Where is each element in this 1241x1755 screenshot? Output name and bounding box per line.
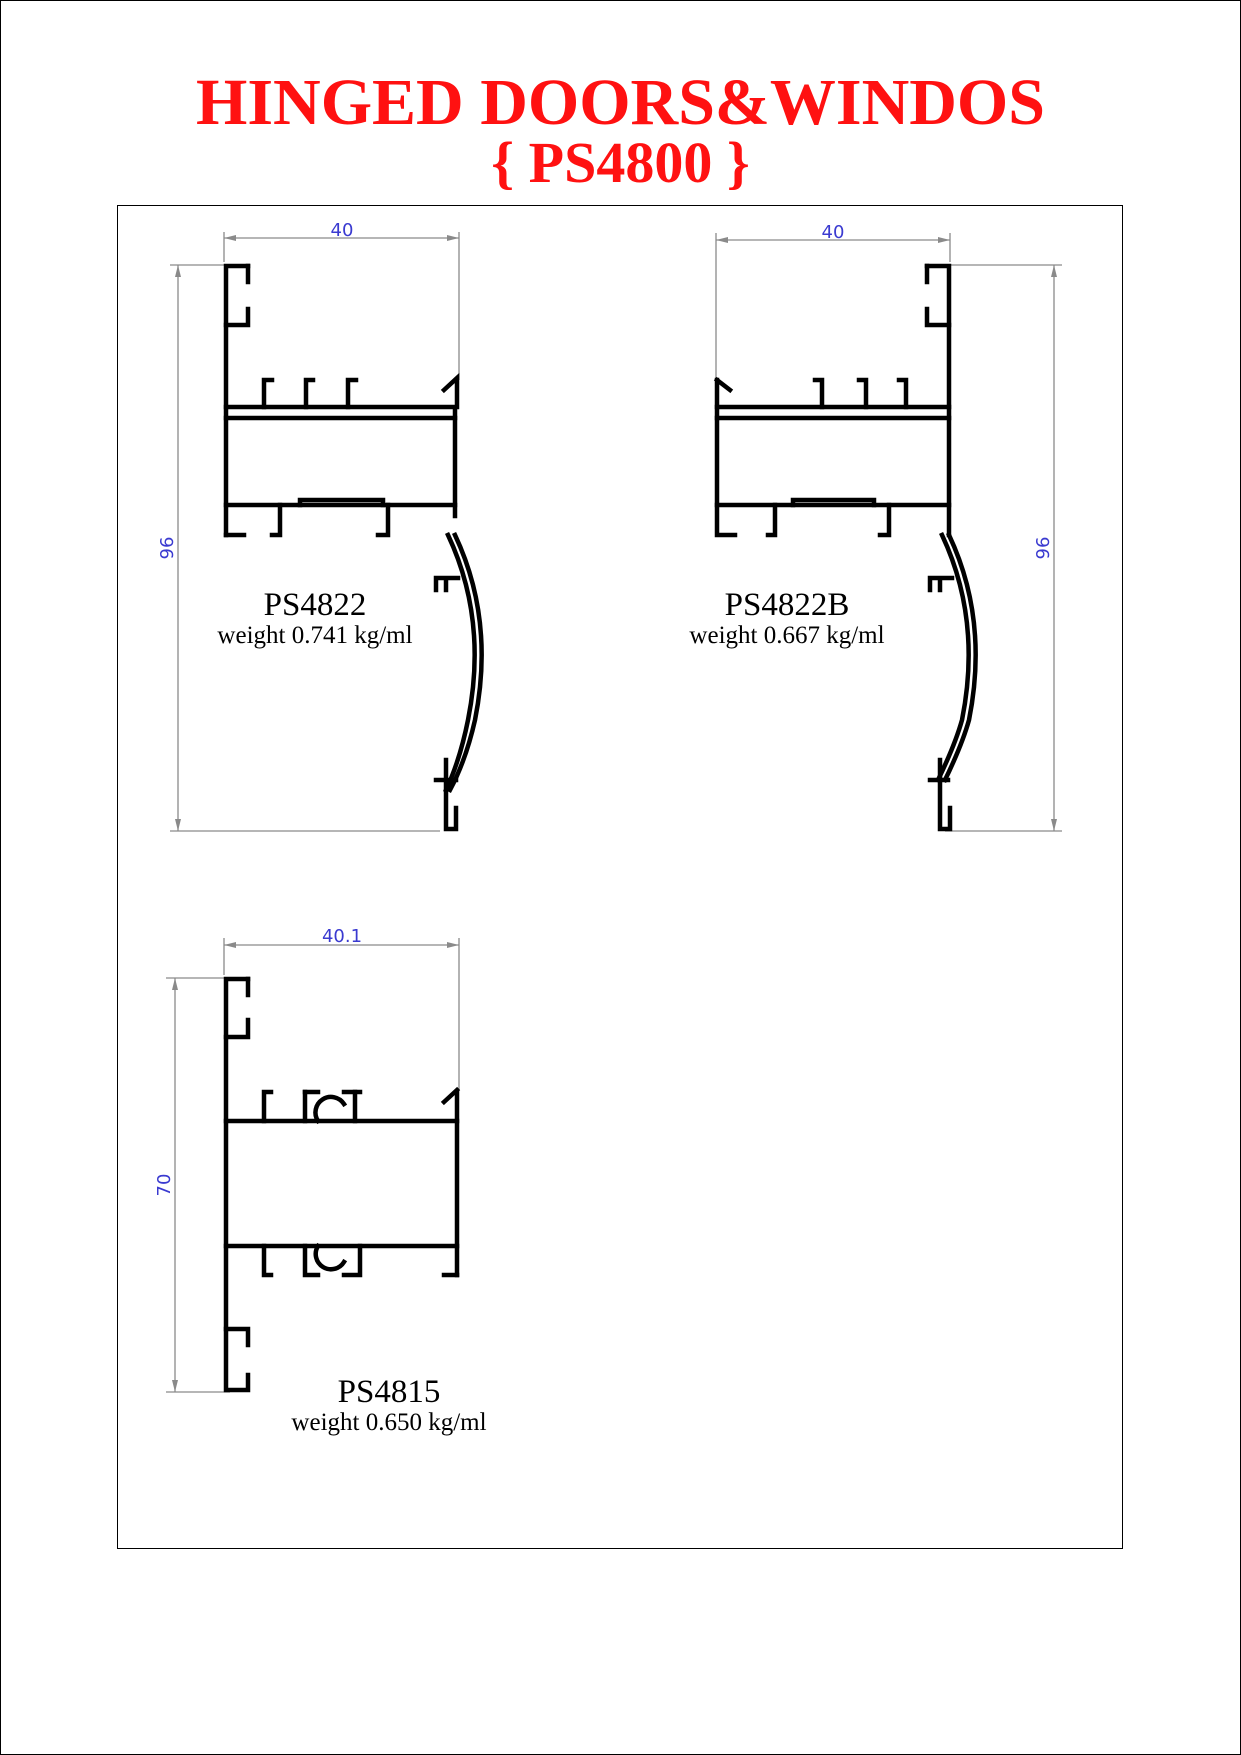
height-dim-label: 70 <box>154 1173 175 1197</box>
profile-weight: weight 0.650 kg/ml <box>291 1409 487 1436</box>
height-dimension-ps4815 <box>154 978 230 1392</box>
height-dim-label: 96 <box>157 536 178 560</box>
width-dimension-ps4815 <box>224 926 459 1090</box>
profile-ps4822b <box>689 222 1062 831</box>
width-dim-label: 40 <box>330 220 354 241</box>
section-ps4815 <box>226 979 457 1390</box>
width-dimension-ps4822b <box>716 222 950 380</box>
series-title: { PS4800 } <box>491 130 750 195</box>
profile-weight: weight 0.741 kg/ml <box>217 622 413 649</box>
width-dim-label: 40 <box>821 222 845 243</box>
profile-name: PS4822 <box>263 587 367 623</box>
width-dimension-ps4822 <box>224 220 459 380</box>
profile-weight: weight 0.667 kg/ml <box>689 622 885 649</box>
section-ps4822 <box>226 266 482 829</box>
width-dim-label: 40.1 <box>321 926 363 947</box>
profile-ps4822 <box>157 220 482 831</box>
profile-name: PS4815 <box>337 1374 441 1410</box>
height-dimension-ps4822 <box>157 265 440 831</box>
page-title: HINGED DOORS&WINDOS <box>196 66 1045 139</box>
profile-ps4815 <box>154 926 487 1436</box>
section-ps4822b <box>717 266 976 829</box>
height-dim-label: 96 <box>1033 536 1054 560</box>
height-dimension-ps4822b <box>945 265 1062 831</box>
profile-name: PS4822B <box>724 587 850 623</box>
